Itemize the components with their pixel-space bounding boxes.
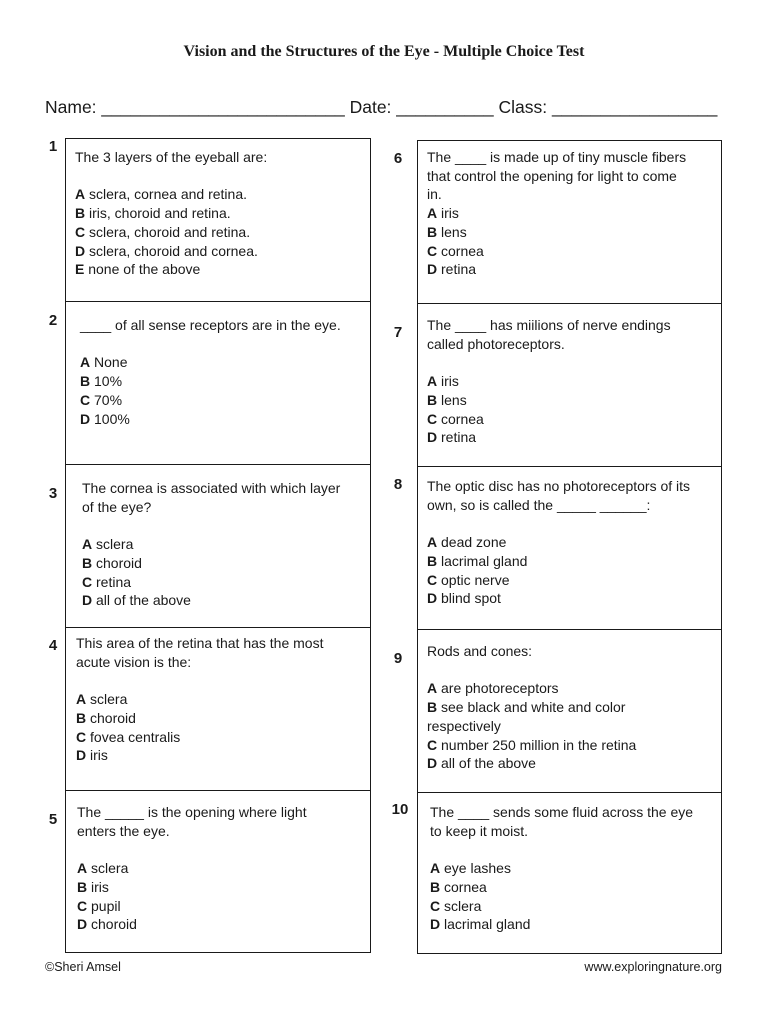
option-text: all of the above [437,755,536,772]
option-letter: B [75,205,86,222]
answer-option [427,736,636,755]
answer-options [80,353,341,428]
question-text: ____ of all sense receptors are in the eye. [80,317,341,333]
option-text: pupil [87,897,121,914]
question-text: The _____ is the opening where light enters the eye. [77,804,307,839]
option-letter: C [76,728,87,745]
question-content [77,803,307,934]
question-content [76,634,323,765]
answer-option [430,915,693,934]
question-text: The cornea is associated with which layer of the eye? [82,480,341,515]
option-text: choroid [87,916,137,933]
question-text: The ____ is made up of tiny muscle fibers that control the opening for light to come in. [427,149,687,203]
option-letter: A [427,205,438,222]
option-text: cornea [437,410,484,427]
answer-options [430,859,693,934]
option-text: all of the above [92,592,191,609]
option-letter: B [427,391,438,408]
option-letter: D [427,261,438,278]
answer-option [76,709,323,728]
answer-option [427,410,671,429]
option-text: sclera [86,691,128,708]
option-text: fovea centralis [86,728,181,745]
option-letter: B [427,552,438,569]
option-text: retina [437,261,477,278]
option-letter: D [427,590,438,607]
question-text: The 3 layers of the eyeball are: [75,149,268,165]
answer-option [82,535,340,554]
option-text: 70% [90,391,123,408]
option-text: lens [437,391,467,408]
answer-option [427,223,686,242]
answer-option [82,554,340,573]
option-letter: B [430,878,441,895]
question-content [427,316,671,447]
question-content [82,479,340,610]
option-text: cornea [437,242,484,259]
option-letter: A [430,860,441,877]
answer-option [427,533,690,552]
option-text: choroid [92,554,142,571]
option-letter: D [430,916,441,933]
answer-options [427,679,636,773]
answer-option [75,242,267,261]
answer-option [427,552,690,571]
option-letter: B [76,709,87,726]
option-text: iris [437,373,459,390]
option-letter: C [77,897,88,914]
option-text: retina [92,573,132,590]
option-letter: A [76,691,87,708]
option-letter: C [427,410,438,427]
option-text: iris [87,878,109,895]
option-letter: C [82,573,93,590]
option-text: dead zone [437,534,507,551]
footer-copyright: ©Sheri Amsel [45,960,121,974]
option-text: none of the above [84,261,201,278]
answer-option [77,878,307,897]
option-text: sclera [92,536,134,553]
option-text: cornea [440,878,487,895]
option-letter: B [77,878,88,895]
answer-options [76,690,323,765]
answer-option [427,589,690,608]
option-text: sclera [440,897,482,914]
question-number: 4 [48,637,58,654]
answer-options [427,204,686,279]
answer-option [427,372,671,391]
question-content [80,316,341,428]
option-letter: C [427,571,438,588]
answer-option [80,410,341,429]
answer-option [427,754,636,773]
answer-option [427,571,690,590]
question-text: The ____ has miilions of nerve endings called photoreceptors. [427,317,671,352]
answer-option [430,897,693,916]
option-letter: A [75,186,86,203]
option-text: iris [437,205,459,222]
question-number: 10 [391,801,409,818]
answer-option [75,260,267,279]
option-letter: A [82,536,93,553]
answer-option [427,391,671,410]
name-date-class-line: Name: _________________________ Date: __________ Class: _________________ [45,97,718,117]
option-text: lacrimal gland [440,916,531,933]
option-letter: C [75,223,86,240]
option-text: iris [86,747,108,764]
answer-options [82,535,340,610]
question-number: 3 [48,485,58,502]
answer-option [82,591,340,610]
question-text: This area of the retina that has the most acute vision is the: [76,635,324,670]
question-text: Rods and cones: [427,643,533,659]
option-letter: A [427,680,438,697]
answer-option [75,223,267,242]
option-letter: B [427,223,438,240]
answer-option [76,690,323,709]
question-content [427,148,686,279]
answer-option [427,698,636,735]
option-letter: D [76,747,87,764]
question-content [430,803,693,934]
option-text: number 250 million in the retina [437,736,637,753]
option-letter: D [75,242,86,259]
answer-option [77,897,307,916]
question-content [427,477,690,608]
option-text: 100% [90,410,130,427]
question-number: 2 [48,312,58,329]
question-text: The optic disc has no photoreceptors of its own, so is called the _____ ______: [427,478,691,513]
answer-option [427,242,686,261]
answer-option [77,859,307,878]
question-number: 5 [48,811,58,828]
option-text: see black and white and color respectively [427,699,626,734]
question-content [427,642,636,773]
option-letter: A [427,373,438,390]
question-number: 9 [393,650,403,667]
option-text: blind spot [437,590,501,607]
option-letter: C [80,391,91,408]
question-content [75,148,267,279]
answer-option [427,204,686,223]
answer-option [80,353,341,372]
option-text: retina [437,429,477,446]
option-letter: C [427,736,438,753]
option-letter: D [82,592,93,609]
answer-options [427,372,671,447]
option-text: lens [437,223,467,240]
answer-option [82,573,340,592]
answer-option [430,878,693,897]
option-letter: C [430,897,441,914]
option-text: sclera, choroid and retina. [85,223,251,240]
question-number: 7 [393,324,403,341]
answer-option [430,859,693,878]
answer-option [75,185,267,204]
answer-option [80,391,341,410]
option-letter: C [427,242,438,259]
option-letter: D [77,916,88,933]
option-text: lacrimal gland [437,552,528,569]
answer-option [427,679,636,698]
question-number: 8 [393,476,403,493]
option-letter: B [427,699,438,716]
answer-option [80,372,341,391]
option-text: optic nerve [437,571,510,588]
option-letter: D [427,429,438,446]
answer-options [77,859,307,934]
option-letter: D [80,410,91,427]
option-text: are photoreceptors [437,680,559,697]
option-letter: A [80,354,91,371]
answer-option [76,728,323,747]
option-letter: A [77,860,88,877]
question-number: 1 [48,138,58,155]
option-text: eye lashes [440,860,511,877]
answer-option [77,915,307,934]
question-number: 6 [393,150,403,167]
option-letter: B [82,554,93,571]
option-letter: A [427,534,438,551]
option-letter: D [427,755,438,772]
option-text: None [90,354,128,371]
answer-options [427,533,690,608]
option-text: choroid [86,709,136,726]
answer-options [75,185,267,279]
page-title: Vision and the Structures of the Eye - Multiple Choice Test [183,43,585,60]
answer-option [76,746,323,765]
question-text: The ____ sends some fluid across the eye to keep it moist. [430,804,694,839]
option-text: iris, choroid and retina. [85,205,231,222]
footer-website: www.exploringnature.org [584,960,722,974]
option-text: sclera, choroid and cornea. [85,242,258,259]
answer-option [427,428,671,447]
option-letter: B [80,373,91,390]
option-text: sclera [87,860,129,877]
answer-option [75,204,267,223]
option-text: sclera, cornea and retina. [85,186,247,203]
option-letter: E [75,261,85,278]
answer-option [427,260,686,279]
option-text: 10% [90,373,123,390]
